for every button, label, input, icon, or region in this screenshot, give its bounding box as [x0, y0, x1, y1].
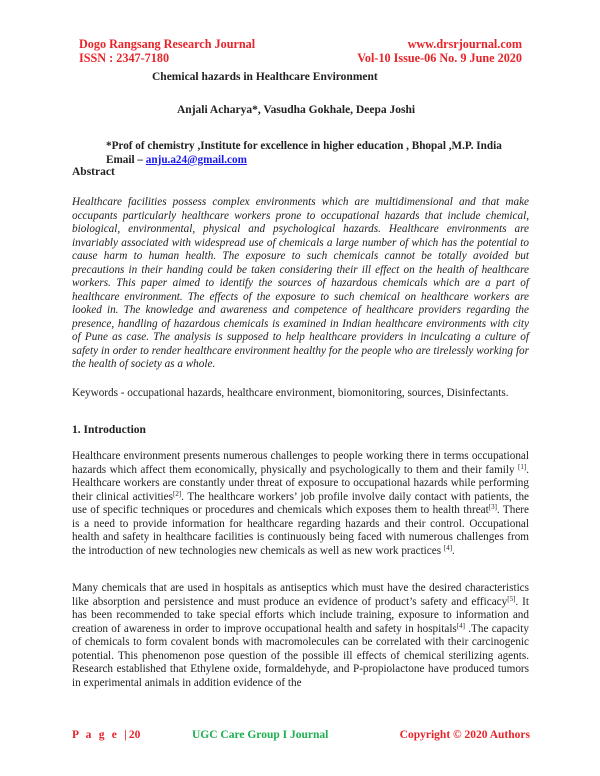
text-run: .	[452, 544, 455, 557]
volume-issue: Vol-10 Issue-06 No. 9 June 2020	[357, 51, 522, 65]
citation: [1]	[518, 462, 527, 471]
page-number: 20	[128, 729, 141, 741]
footer-ugc: UGC Care Group I Journal	[192, 729, 329, 741]
email-link[interactable]: anju.a24@gmail.com	[145, 154, 247, 166]
text-run: . There is a need to provide information for healthcare regarding hazards and their control. Occupational health and safety in healthcare facilities is continuously being faced with numerous challenges from the introduction of new technologies new chemicals as well as new work practices	[72, 504, 529, 557]
intro-paragraph-1	[72, 450, 529, 558]
text-run: .The capacity of chemicals to form covalent bonds with macromolecules can be correlated with their carcinogenic potential. This phenomenon pose question of the possible ill effects of chemical sterilizing agents. Research established that Ethylene oxide, formaldehyde, and P-propiolactone have produced tumors in experimental animals in addition evidence of the	[72, 622, 529, 689]
abstract-text: Healthcare facilities possess complex environments which are multidimensional and that make occupants particularly healthcare workers prone to occupational hazards that include chemical, biological, environmental, physical and psychological hazards. Healthcare environments are invariably associated with widespread use of chemicals a large number of which has the potential to cause harm to human health. The exposure to such chemicals cannot be totally avoided but precautions in their handing could be taken considering their ill effect on the health of healthcare workers. This paper aimed to identify the sources of hazardous chemicals which are a part of healthcare environment. The effects of the exposure to such chemical on healthcare workers are looked in. The knowledge and awareness and competence of healthcare providers regarding the presence, handling of hazardous chemicals is examined in Indian healthcare environments with city of Pune as case. The analysis is supposed to help healthcare providers in inculcating a culture of safety in order to render healthcare environment healthy for the people who are tirelessly working for the health of society as a whole.	[72, 196, 529, 370]
text-run: Many chemicals that are used in hospitals as antiseptics which must have the desired characteristics like absorption and persistence and must produce an evidence of product’s safety and efficacy	[72, 582, 529, 608]
citation: [3]	[488, 503, 497, 511]
issn: ISSN : 2347-7180	[79, 51, 170, 65]
page-label: P a g e |	[72, 729, 129, 741]
email-label: Email –	[106, 154, 146, 166]
paper-authors: Anjali Acharya*, Vasudha Gokhale, Deepa Joshi	[177, 104, 416, 116]
intro-paragraph-2	[72, 582, 529, 690]
journal-website: www.drsrjournal.com	[407, 37, 522, 51]
journal-name: Dogo Rangsang Research Journal	[79, 37, 256, 51]
affiliation-block	[106, 139, 502, 167]
text-run: . It has been recommended to take special efforts which include training, exposure to information and creation of awareness in order to improve occupational health and safety in hospitals	[72, 595, 529, 635]
header-left	[79, 37, 255, 65]
text-run: Healthcare environment presents numerous challenges to people working there in terms occupational hazards which affect them economically, physically and psychologically to them and their family	[72, 450, 529, 476]
footer-copyright: Copyright © 2020 Authors	[399, 729, 530, 741]
text-run: . The healthcare workers’ job profile involve daily contact with patients, the use of specific techniques or procedures and chemicals which exposes them to health threat	[72, 490, 530, 516]
email-line	[106, 153, 502, 167]
affiliation: *Prof of chemistry ,Institute for excellence in higher education , Bhopal ,M.P. India	[106, 140, 502, 152]
citation: [5]	[507, 594, 516, 603]
footer-page-number	[72, 729, 140, 741]
paper-title: Chemical hazards in Healthcare Environment	[152, 71, 378, 83]
citation: [2]	[173, 489, 182, 498]
citation: [4]	[456, 621, 465, 630]
citation: [4]	[443, 543, 453, 552]
keywords: Keywords - occupational hazards, healthcare environment, biomonitoring, sources, Disinfectants.	[72, 387, 509, 399]
abstract-heading: Abstract	[72, 166, 115, 178]
section-heading-introduction: 1. Introduction	[72, 424, 146, 436]
header-right	[357, 37, 522, 65]
text-run: . Healthcare workers are constantly under threat of exposure to occupational hazards while performing their clinical activities	[72, 463, 529, 503]
